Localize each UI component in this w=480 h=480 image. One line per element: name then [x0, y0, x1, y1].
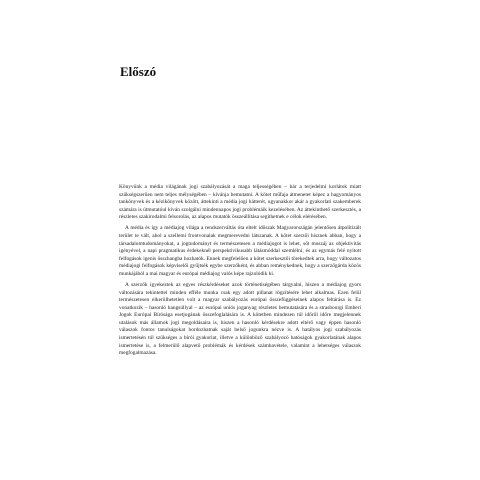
paragraph-2: A média és így a médiajog világa a rendszerváltás óta eltelt időszak Magyarországán jelentősen átpolitizált terület te vált, ahol a szellemi frontvonalak megmerevedni látszanak. A kötet szerzői hisznek abban, hogy a társadalomtudományokat, a jogtudományt és természetesen a médiajogot is lehet, sőt muszáj az objektivitás igényével, a napi pragmatikus érdekeknél perspektivikusabb látásmóddal szemlélni, és az egymás felé nyitott felfogások igenis összhangba hozhatók. Ennek megfelelően a kötet szerkesztői törekedtek arra, hogy változatos médiajogi felfogások képviselői gyűjtsék egybe szerzőként, és abban reménykednek, hogy a szerzőgárda közös munkájából a mai magyar és európai médiajog valós képe rajzolódik ki.	[119, 225, 361, 277]
paragraph-3: A szerzők igyekeztek az egyes részkérdéseket azok történetiségében tárgyalni, hiszen a médiajog gyors változására tekintettel minden efféle munka csak egy adott pillanat rögzítésére lehet alkalmas. Ezen felül természetesen elkerülhetetlen volt a magyar szabályozás európai összefüggéseinek alapos feltárása is. Ez vonatkozik – hasonló hangsúllyal – az európai uniós joganyag részletes bemutatására és a strasbourgi Emberi Jogok Európai Bírósága esetjogának összefoglalására is. A kötetben mindezen túl időről időre megjelennek utalások más államok jogi megoldásaira is, hiszen a hasonló kérdésekre adott eltérő vagy éppen hasonló válaszok fontos tanulságokat hordozhatnak saját belső jogunkra nézve is. A hatályos jogi szabályozás ismertetésén túl szükséges a bírói gyakorlat, illetve a különböző szabályozó hatóságok gyakorlatának alapos ismertetése is, a felmerülő alapvető problémák és kérdések számbavétele, valamint a lehetséges válaszok megfogalmazása.	[119, 281, 361, 357]
paragraph-1: Könyvünk a média világának jogi szabályozását a maga teljességében – bár a terjedelmi korlátok miatt szükségszerűen nem teljes mélységében – kívánja bemutatni. A kötet műfaja átmenetet képez a hagyományos tankönyvek és a kézikönyvek között, áttekinti a média jogi hátterét, ugyanakkor akár a gyakorlati szakemberek számára is útmutatóul kíván szolgálni mindennapos jogi problémáik kezelésében. Az áttekinthető szerkesztés, a részletes szakirodalmi felsorolás, az alapos mutatók összeállítása segíthetnek e célok elérésében.	[119, 184, 361, 221]
body-text	[119, 184, 361, 361]
page-title: Előszó	[120, 64, 157, 79]
